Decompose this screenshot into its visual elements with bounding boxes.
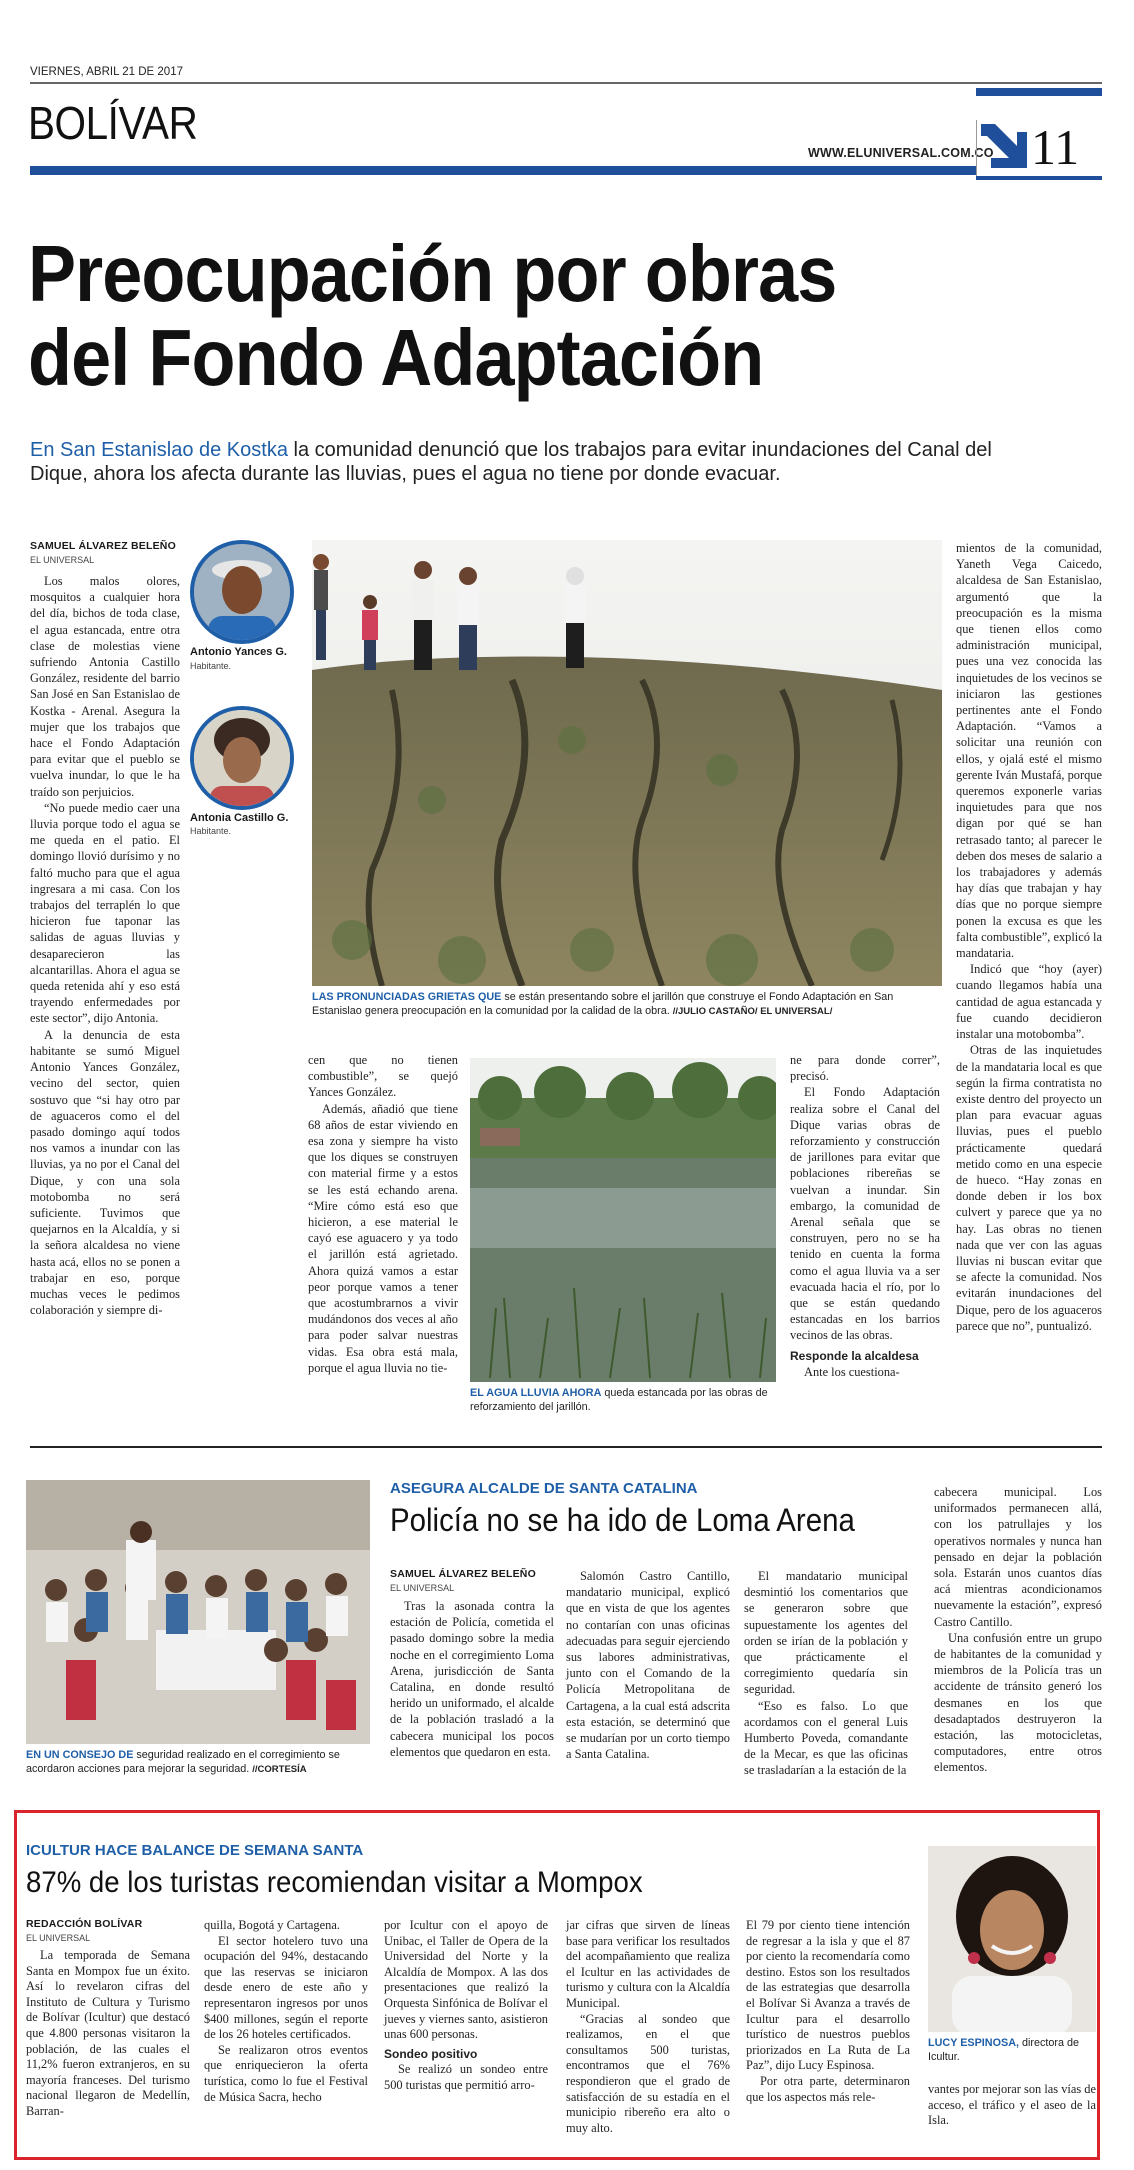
person-icon [194,544,290,640]
page-number-box [976,120,1103,176]
main-col-2 [308,1052,458,1376]
main-col4-p2: Indicó que “hoy (ayer) cuando llegamos había una cantidad de agua estancada y fue cuando decidieron instalar una motobomba”. [956,962,1102,1042]
portrait-2-name: Antonia Castillo G. [190,812,289,824]
story2-col1-p: Tras la asonada contra la estación de Policía, cometida el pasado domingo sobre la media noche en el corregimiento Loma Arena, jurisdicción de Santa Catalina, en donde resultó herido un uniformado, el alcalde de la población trasladó a la cabecera municipal los pocos elementos que quedaron en esta. [390,1599,554,1759]
story3-col-6 [928,2082,1096,2129]
portrait-2-role: Habitante. [190,826,232,836]
main-col-3 [790,1052,940,1380]
main-col3-p2: El Fondo Adaptación realiza sobre el Canal del Dique varias obras de reforzamiento y construcción de jarillones para evitar que poblaciones ribereñas se vuelvan a inundar. Sin embargo, la comunidad de Arenal señala que se construyen, pero no se ha tenido en cuenta la forma como el agua lluvia va a ser evacuada hacia el río, por lo que se están quedando estancadas en los barrios vecinos de las obras. [790,1085,940,1343]
story2-col3-p1: El mandatario municipal desmintió los comentarios que se generaron sobre que supuestamente los agentes del orden se irían de la población y que prácticamente el corregimiento quedaría sin seguridad. [744,1569,908,1697]
photo1-credit: //JULIO CASTAÑO/ EL UNIVERSAL/ [672,1006,833,1017]
story3-caption-text: directora de Icultur. [928,2037,1080,2063]
story2-col2-p: Salomón Castro Cantillo, mandatario municipal, explicó que en vista de que los agentes no contarían con unas oficinas adecuadas para seguir ejerciendo sus labores administrativas, junto con el Comando de la Policía Metropolitana de Cartagena, a la cual está adscrita esta estación, se determinó que se mudarían por un corto tiempo a Santa Catalina. [566,1569,730,1762]
story3-col5-p1: El 79 por ciento tiene intención de regresar a la isla y que el 87 por ciento la recomendaría como destino. Estos son los resultados de las estrategias que desarrolla el Bolívar Si Avanza a través de Icultur para el desarrollo turístico de nuestros pueblos priorizados en La Ruta de La Paz”, dijo Lucy Espinosa. [746,1918,910,2073]
photo1-caption [312,990,942,1019]
person-icon [194,710,290,806]
portrait-1-name: Antonio Yances G. [190,646,287,658]
story3-byline: REDACCIÓN BOLÍVAR [26,1918,143,1930]
story3-col-1 [26,1948,190,2120]
main-col1-p3: A la denuncia de esta habitante se sumó Miguel Antonio Yances González, vecino del sector, quien sostuvo que “si hay otro par de aguaceros como el del pasado domingo aquí todos nos vamos a inundar con las lluvias, ya no por el Canal del Dique, y con una sola motobomba no será suficiente. Tuvimos que quejarnos en la Alcaldía, y si la señora alcaldesa no viene hasta acá, ellos no se ponen a trabajar en eso, porque muchas veces le pedimos colaboración y siempre di- [30,1027,180,1318]
story2-byline: SAMUEL ÁLVAREZ BELEÑO [390,1568,536,1580]
story3-col3-subhead: Sondeo positivo [384,2046,478,2061]
main-col1-p2: “No puede medio caer una lluvia porque todo el agua se me queda en el patio. El domingo llovió durísimo y no faltó mucho para que el agua ingresara a mi casa. Con los trabajos del terraplén lo que hicieron fue taponar las salidas de aguas lluvias y desaparecieron las alcantarillas. Ahora el agua se queda retenida ahí y eso está trayendo enfermedades por este sector”, dijo Antonia. [30,800,180,1026]
story2-caption-credit: //CORTESÍA [252,1764,307,1775]
story2-kicker: ASEGURA ALCALDE DE SANTA CATALINA [390,1480,698,1497]
story3-col4-p2: “Gracias al sondeo que realizamos, en el que consultamos 500 turistas, encontramos que el 76% respondieron que el grado de satisfacción de su estadía en el municipio ribereño era alto o muy alto. [566,2011,730,2135]
headline-line-2: del Fondo Adaptación [28,313,764,402]
story2-col3-p2: “Eso es falso. Lo que acordamos con el general Luis Humberto Poveda, comandante de la Mecar, es que las oficinas se trasladarían a la estación de la [744,1698,908,1778]
story2-col-2 [566,1568,730,1762]
portrait-antonia [190,706,294,810]
header-top-rule [30,82,1102,84]
story2-col-1 [390,1598,554,1760]
story3-col2-p1: quilla, Bogotá y Cartagena. [204,1918,340,1932]
photo-security-meeting [26,1480,370,1744]
main-col-4 [956,540,1102,1334]
photo1-caption-text: se están presentando sobre el jarillón que construye el Fondo Adaptación en San Estanislao genera preocupación en la comunidad por la calidad de la obra. [312,991,894,1017]
portrait-1-role: Habitante. [190,661,232,671]
story3-col2-p2: El sector hotelero tuvo una ocupación del 94%, destacando que las reservas se iniciaron desde enero de este año y representaron ingresos por unos $400 millones, según el reporte de los 26 hoteles certificados. [204,1933,368,2042]
story3-col2-p3: Se realizaron otros eventos que enriquecieron la oferta turística, como lo fue el Festival de Música Sacra, hecho [204,2042,368,2104]
main-deck [30,438,1030,486]
story2-caption [26,1748,370,1777]
section-title: BOLÍVAR [28,97,198,149]
deck-text: la comunidad denunció que los trabajos para evitar inundaciones del Canal del Dique, ahora los afecta durante las lluvias, pues el agua no tiene por donde evacuar. [30,439,992,485]
story3-col3-p1: por Icultur con el apoyo de Unibac, el Taller de Opera de la Universidad del Norte y la Alcaldía de Mompox. A las dos presentaciones que realizó la Orquesta Sinfónica de Bolívar el jueves y viernes santo, asistieron unas 600 personas. [384,1918,548,2042]
main-col4-p1: mientos de la comunidad, Yaneth Vega Caicedo, alcaldesa de San Estanislao, argumentó que la preocupación es la misma que tienen ellos como administración municipal, pues una vez conocida las inquietudes de los vecinos se iniciaron las gestiones pertinentes ante el Fondo Adaptación. “Vamos a solicitar una reunión con ellos, y ojalá esté el mismo gerente Iván Mustafá, porque queremos exponerle varias inquietudes para que nos digan por qué se han retrasado tanto; al parecer le deben dos meses de salario a los trabajadores y además hay días que trabajan y hay días que no porque siempre ponen la excusa es que les falta combustible”, explicó la mandataria. [956,541,1102,961]
page-number: 11 [1031,119,1080,175]
photo2-caption [470,1386,776,1414]
story2-caption-text: seguridad realizado en el corregimiento se acordaron acciones para mejorar la seguridad. [26,1749,340,1775]
story2-col4-p1: cabecera municipal. Los uniformados permanecen allá, con los patrullajes y los operativos normales y nunca han pensado en dejar la población sola. Estarán unos cuantos días acá mientras acondicionamos nuevamente la estación”, expresó Castro Cantillo. [934,1485,1102,1629]
main-col4-p3: Otras de las inquietudes de la mandataria local es que según la firma contratista no existe dentro del proyecto un plan para evacuar aguas lluvias, pues el pueblo prácticamente quedará metido como en una especie de hueco. “Hay zonas en donde deben ir los box culvert y parece que ya no hay. Las obras no tienen nada que ver con las aguas lluvias ni buscan evitar que se afecte la comunidad. Nos evitarán inundaciones del Dique, pero de los aguaceros parece que no”, puntualizó. [956,1043,1102,1333]
story2-col-4 [934,1484,1102,1776]
story3-kicker: ICULTUR HACE BALANCE DE SEMANA SANTA [26,1842,364,1859]
main-col2-p2: Además, añadió que tiene 68 años de estar viviendo en esa zona y siempre ha visto que los diques se construyen con material firme y a estos se les está echando arena. “Mire cómo está eso que hicieron, a ese material le cayó ese aguacero y ya todo el jarillón está agrietado. Ahora quizá vamos a estar peor porque vamos a tener que acostumbrarnos a vivir mudándonos dos veces al año para poder salvar nuestras vidas. Esa obra está mala, porque el agua lluvia no tie- [308,1101,458,1375]
story3-col1-p: La temporada de Semana Santa en Mompox fue un éxito. Así lo revelaron cifras del Instituto de Cultura y Turismo de Bolívar (Icultur) que destacó que 4.800 personas visitaron la población, de las cuales el 11,2% fueron extranjeros, en su mayoría franceses. Del turismo nacional llegaron de Medellín, Barran- [26,1948,190,2118]
main-col-1 [30,573,180,1318]
story3-caption-lead: LUCY ESPINOSA, [928,2037,1019,2049]
story3-col6-p: vantes por mejorar son las vías de acceso, el tráfico y el aseo de la Isla. [928,2082,1096,2128]
story2-caption-lead: EN UN CONSEJO DE [26,1749,134,1761]
story2-outlet: EL UNIVERSAL [390,1583,455,1593]
header-accent-bar [976,88,1102,96]
story3-col-3 [384,1918,548,2094]
story3-col5-p2: Por otra parte, determinaron que los aspectos más rele- [746,2073,910,2104]
story2-col-3 [744,1568,908,1779]
main-byline: SAMUEL ÁLVAREZ BELEÑO [30,540,176,552]
story3-col3-p2: Se realizó un sondeo entre 500 turistas que permitió arro- [384,2062,548,2092]
main-headline [28,229,1088,402]
portrait-antonio [190,540,294,644]
story3-headline: 87% de los turistas recomiendan visitar a Mompox [26,1866,643,1899]
header-blue-rule-right [976,176,1102,180]
story2-headline: Policía no se ha ido de Loma Arena [390,1502,855,1538]
main-outlet: EL UNIVERSAL [30,555,95,565]
photo2-caption-lead: EL AGUA LLUVIA AHORA [470,1387,602,1399]
arrow-icon [981,124,1027,168]
photo-flooded-land [470,1058,776,1382]
main-col3-subhead: Responde la alcaldesa [790,1348,919,1363]
section-divider-1 [30,1446,1102,1448]
header-blue-rule [30,166,976,175]
story3-outlet: EL UNIVERSAL [26,1933,91,1943]
photo2-caption-text: queda estancada por las obras de reforzamiento del jarillón. [470,1387,768,1413]
story3-col-4 [566,1918,730,2136]
story3-col-5 [746,1918,910,2105]
photo1-caption-lead: LAS PRONUNCIADAS GRIETAS QUE [312,991,502,1003]
story3-col-2 [204,1918,368,2105]
headline-line-1: Preocupación por obras [28,229,837,318]
website-url: WWW.ELUNIVERSAL.COM.CO [808,146,994,160]
main-col3-p1: ne para donde correr”, precisó. [790,1053,940,1084]
main-col3-p3: Ante los cuestiona- [804,1364,900,1379]
photo-lucy-espinosa [928,1846,1096,2032]
date-line: VIERNES, ABRIL 21 DE 2017 [30,66,183,78]
story2-col4-p2: Una confusión entre un grupo de habitantes de la comunidad y miembros de la Policía tras un accidente de tránsito generó los desmanes en los que desadaptados destruyeron la estación, las motocicletas, computadores, entre otros elementos. [934,1630,1102,1775]
deck-lead: En San Estanislao de Kostka [30,439,288,461]
main-col1-p1: Los malos olores, mosquitos a cualquier hora del día, bichos de toda clase, el agua estancada, entre otra clase de molestias viene sufriendo Antonia Castillo González, residente del barrio San José en San Estanislao de Kostka - Arenal. Asegura la mujer que los trabajos que hace el Fondo Adaptación para evitar que el pueblo se vuelva inundar, lo que le ha traído son perjuicios. [30,574,180,799]
story3-col4-p1: jar cifras que sirven de líneas base para verificar los resultados del acompañamiento que realiza el Icultur en las actividades de turismo y cultura con la Alcaldía Municipal. [566,1918,730,2010]
main-col2-p1: cen que no tienen combustible”, se quejó Yances González. [308,1053,458,1100]
story3-caption [928,2036,1096,2064]
main-photo-embankment [312,540,942,986]
